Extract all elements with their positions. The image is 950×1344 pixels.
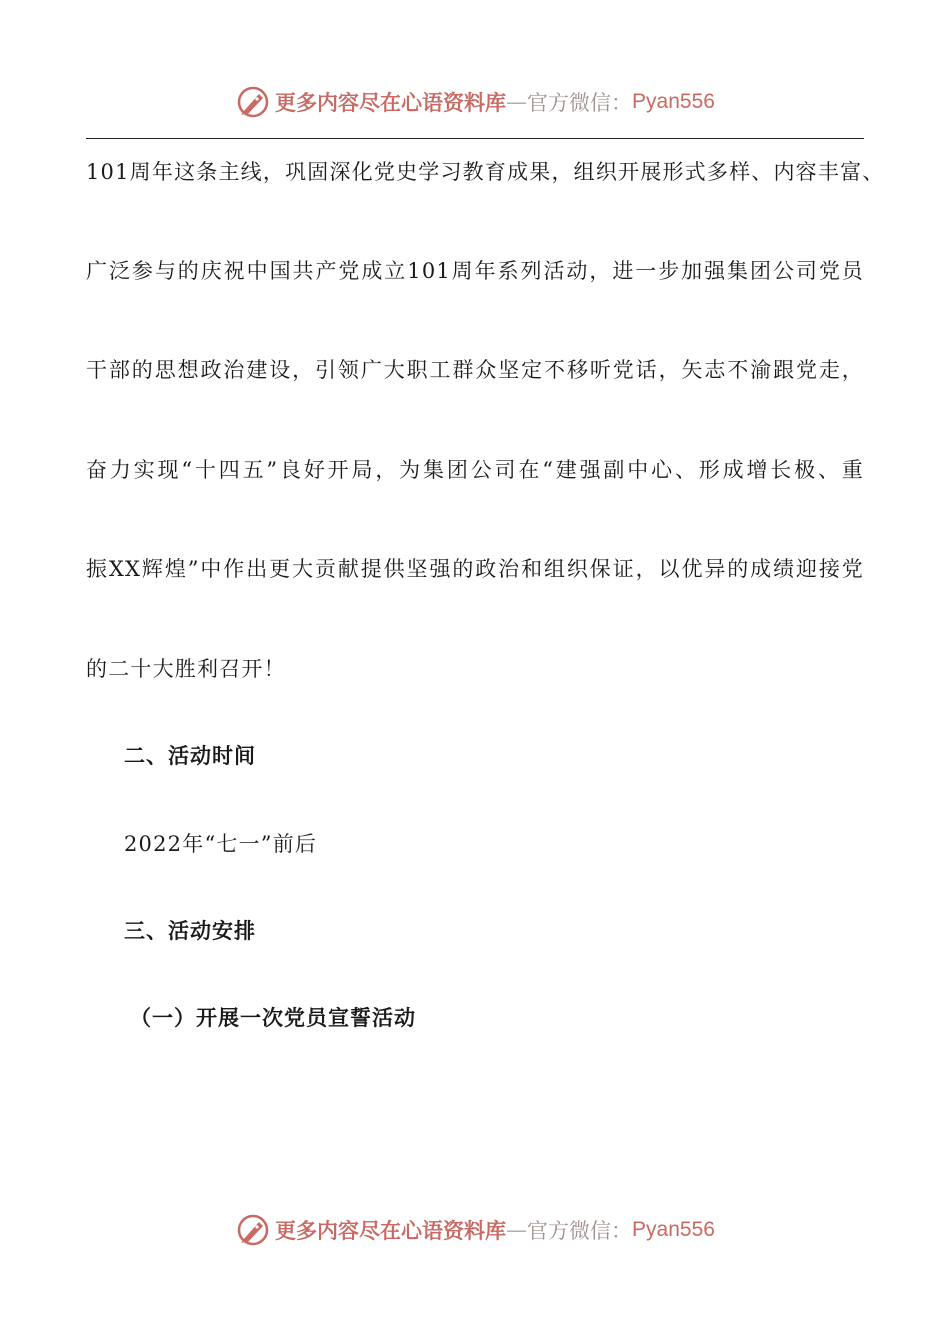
header-divider — [86, 138, 864, 139]
paragraph-line-5: 振XX辉煌”中作出更大贡献提供坚强的政治和组织保证，以优异的成绩迎接党 — [86, 557, 864, 581]
header-banner — [0, 80, 950, 124]
paragraph-line-1: 101周年这条主线，巩固深化党史学习教育成果，组织开展形式多样、内容丰富、 — [86, 160, 885, 184]
paragraph-line-2: 广泛参与的庆祝中国共产党成立101周年系列活动，进一步加强集团公司党员 — [86, 259, 864, 283]
pen-nib-logo-icon — [235, 84, 271, 120]
footer-banner — [0, 1208, 950, 1252]
banner-wechat-id: Pyan556 — [632, 90, 715, 113]
banner-title: 更多内容尽在心语资料库 — [275, 90, 507, 115]
paragraph-line-3: 干部的思想政治建设，引领广大职工群众坚定不移听党话，矢志不渝跟党走， — [86, 358, 864, 382]
footer-banner-wechat-label: 官方微信： — [527, 1219, 633, 1243]
banner-dash: — — [506, 90, 528, 114]
section-heading-activity-arrangement: 三、活动安排 — [124, 918, 256, 943]
pen-nib-logo-icon — [235, 1212, 271, 1248]
footer-banner-title: 更多内容尽在心语资料库 — [275, 1218, 507, 1243]
footer-banner-wechat-id: Pyan556 — [632, 1218, 715, 1241]
activity-time-text: 2022年“七一”前后 — [124, 832, 318, 856]
paragraph-line-4: 奋力实现“十四五”良好开局，为集团公司在“建强副中心、形成增长极、重 — [86, 458, 864, 482]
footer-banner-dash: — — [506, 1218, 528, 1242]
subsection-heading-oath-activity: （一）开展一次党员宣誓活动 — [130, 1005, 416, 1030]
banner-wechat-label: 官方微信： — [527, 91, 633, 115]
paragraph-line-6: 的二十大胜利召开！ — [86, 657, 286, 681]
section-heading-activity-time: 二、活动时间 — [124, 743, 256, 768]
